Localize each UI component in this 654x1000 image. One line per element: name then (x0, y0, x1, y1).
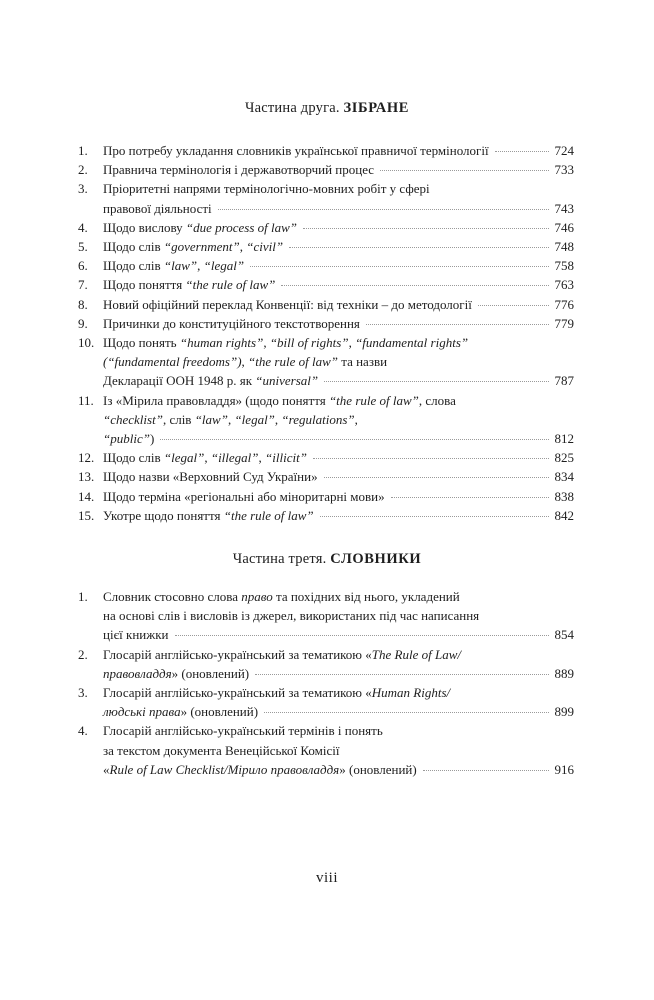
entry-number: 6. (78, 258, 88, 274)
dot-leader (320, 516, 549, 517)
dot-leader (478, 305, 549, 306)
part3-heading (0, 551, 654, 568)
entry-title (103, 316, 360, 332)
entry-title (103, 143, 489, 159)
entry-line (103, 354, 574, 370)
entry-title-text: , (204, 450, 211, 466)
entry-title-italic: “law” (163, 258, 198, 274)
entry-title-text: » (оновлений) (171, 665, 250, 681)
entry-title-text: Про потребу укладання словників української правничої термінології (103, 143, 489, 158)
entry-title-italic: “legal” (234, 411, 275, 427)
entry-number: 13. (78, 469, 95, 485)
entry-title-text: , (263, 335, 270, 350)
dot-leader (289, 247, 548, 248)
entry-title-text: , (274, 411, 282, 427)
entry-title (103, 450, 307, 466)
entry-line (103, 685, 574, 701)
entry-line (103, 277, 574, 293)
entry-title-italic: “universal” (255, 373, 319, 389)
part3-prefix: Частина третя. (232, 551, 327, 567)
entry-title-text: Правнича термінологія і державотворчий процес (103, 162, 375, 178)
entry-title-text: , слова (418, 392, 456, 408)
entry-title (103, 608, 479, 624)
entry-line (103, 220, 574, 236)
entry-title-text: та назви (337, 354, 388, 370)
entry-title-italic: (“fundamental freedoms”) (103, 354, 242, 370)
entry-title (103, 743, 340, 759)
entry-line (103, 143, 574, 159)
entry-title-text: Щодо назви «Верховний Суд України» (103, 469, 318, 485)
entry-title (103, 666, 249, 682)
entry-line (103, 335, 574, 351)
entry-title-text: Із «Мірила правовладдя» (щодо поняття (103, 392, 329, 408)
entry-number: 15. (78, 507, 95, 523)
entry-title-text: , (241, 354, 249, 370)
entry-page-number: 776 (554, 296, 574, 312)
entry-number: 2. (78, 162, 88, 178)
entry-title (103, 335, 468, 351)
dot-leader (175, 635, 549, 636)
entry-title-italic: “illicit” (265, 450, 307, 466)
entry-line (103, 508, 574, 524)
entry-line (103, 412, 574, 428)
entry-title-text: Укотре щодо поняття (103, 507, 224, 523)
entry-page-number: 825 (554, 450, 574, 466)
entry-title-italic: “government” (163, 239, 240, 254)
entry-title (103, 412, 358, 428)
entry-title-text: Пріоритетні напрями термінологічно-мовних робіт у сфері (103, 181, 430, 197)
entry-title-text: Щодо слів (103, 258, 164, 274)
entry-page-number: 834 (554, 469, 574, 485)
entry-page-number: 842 (554, 507, 574, 523)
entry-title-italic: “public” (103, 431, 150, 446)
entry-line (103, 723, 574, 739)
entry-number: 8. (78, 296, 88, 312)
entry-title (103, 258, 244, 274)
dot-leader (281, 285, 548, 286)
dot-leader (366, 324, 549, 325)
entry-title-text: та похідних від нього, укладений (272, 589, 460, 604)
entry-line (103, 239, 574, 255)
entry-title-text: , (258, 450, 266, 466)
entry-number: 3. (78, 685, 88, 700)
entry-title (103, 297, 472, 313)
entry-title-text: Щодо слів (103, 239, 164, 254)
entry-title-italic: людські права (103, 704, 181, 720)
entry-number: 10. (78, 335, 95, 350)
entry-line (103, 373, 574, 389)
entry-title-italic: The Rule of Law/ (371, 646, 461, 662)
entry-line (103, 450, 574, 466)
entry-title-text: Декларації ООН 1948 р. як (103, 373, 256, 389)
entry-page-number: 748 (554, 239, 574, 254)
entry-title-italic: “legal” (163, 450, 205, 466)
entry-title-italic: “fundamental rights” (355, 335, 469, 350)
entry-line (103, 201, 574, 217)
entry-title-text: Причинки до конституційного текстотворення (103, 315, 360, 331)
entry-page-number: 724 (554, 143, 574, 158)
entry-title-italic: “the rule of law” (185, 277, 276, 293)
entry-number: 12. (78, 450, 95, 466)
dot-leader (250, 266, 548, 267)
entry-title-text: « (103, 761, 110, 777)
entry-line (103, 393, 574, 409)
entry-page-number: 758 (554, 258, 574, 274)
entry-title-text: , слів (162, 411, 195, 427)
entry-title-italic: Human Rights/ (371, 685, 451, 700)
entry-title-text: ) (149, 431, 155, 446)
entry-title-text: Щодо вислову (103, 219, 186, 235)
entry-title-text: Глосарій англійсько-український за тематикою « (103, 646, 372, 662)
entry-line (103, 647, 574, 663)
dot-leader (303, 228, 548, 229)
entry-line (103, 297, 574, 313)
entry-line (103, 666, 574, 682)
entry-title-text: , (348, 335, 356, 350)
entry-title-text: правової діяльності (103, 200, 212, 216)
dot-leader (423, 770, 549, 771)
entry-title (103, 469, 318, 485)
entry-number: 5. (78, 239, 88, 254)
entry-title-text: » (оновлений) (339, 761, 417, 777)
entry-title (103, 277, 275, 293)
entry-page-number: 787 (554, 373, 574, 389)
entry-title (103, 354, 387, 370)
entry-title-italic: “legal” (203, 258, 245, 274)
dot-leader (255, 674, 548, 675)
entry-page-number: 854 (554, 627, 574, 643)
dot-leader (160, 439, 548, 440)
entry-page-number: 746 (554, 219, 574, 235)
entry-title (103, 220, 297, 236)
entry-number: 4. (78, 723, 88, 739)
entry-title-text: , (354, 411, 358, 427)
entry-line (103, 627, 574, 643)
entry-page-number: 763 (554, 277, 574, 293)
entry-title-italic: право (241, 589, 273, 604)
entry-title (103, 393, 456, 409)
entry-title (103, 647, 461, 663)
entry-title (103, 627, 169, 643)
entry-page-number: 916 (554, 761, 574, 777)
entry-title-text: Словник стосовно слова (103, 589, 242, 604)
entry-line (103, 316, 574, 332)
entry-line (103, 762, 574, 778)
entry-title-italic: “civil” (246, 239, 284, 254)
entry-title-italic: “regulations” (281, 411, 355, 427)
dot-leader (313, 458, 549, 459)
entry-page-number: 838 (554, 488, 574, 504)
entry-title-text: Щодо понять (103, 335, 180, 350)
entry-page-number: 889 (554, 665, 574, 681)
entry-title-text: , (227, 411, 235, 427)
entry-title-italic: “due process of law” (185, 219, 298, 235)
entry-title-italic: “the rule of law” (248, 354, 338, 370)
entry-title-italic: Rule of Law Checklist/Мірило правовладдя (109, 761, 340, 777)
entry-line (103, 704, 574, 720)
entry-line (103, 489, 574, 505)
entry-title (103, 162, 374, 178)
entry-line (103, 258, 574, 274)
entry-title-italic: “checklist” (103, 411, 163, 427)
entry-title-italic: “the rule of law” (223, 507, 314, 523)
entry-title-italic: “law” (194, 411, 228, 427)
entry-number: 11. (78, 392, 94, 408)
part2-prefix: Частина друга. (244, 100, 340, 116)
entry-title-text: , (239, 239, 247, 254)
entry-title (103, 181, 430, 197)
entry-title (103, 762, 417, 778)
entry-title-text: цієї книжки (103, 627, 169, 643)
entry-title (103, 489, 385, 505)
entry-title-text: , (197, 258, 204, 274)
entry-number: 1. (78, 589, 88, 604)
entry-title-text: за текстом документа Венеційської Комісії (103, 742, 340, 758)
entry-number: 2. (78, 646, 88, 662)
entry-number: 14. (78, 488, 95, 504)
entry-title-text: Новий офіційний переклад Конвенції: від техніки – до методології (103, 296, 472, 312)
entry-number: 9. (78, 315, 88, 331)
entry-line (103, 181, 574, 197)
entry-line (103, 608, 574, 624)
entry-page-number: 779 (554, 315, 574, 331)
part2-title: ЗІБРАНЕ (343, 100, 410, 116)
entry-line (103, 162, 574, 178)
dot-leader (324, 381, 548, 382)
dot-leader (495, 151, 549, 152)
entry-title-italic: правовладдя (103, 665, 172, 681)
entry-title-text: » (оновлений) (180, 704, 259, 720)
entry-title (103, 373, 318, 389)
entry-page-number: 812 (554, 431, 574, 446)
entry-line (103, 743, 574, 759)
entry-title-text: Глосарій англійсько-український термінів і понять (103, 723, 383, 739)
dot-leader (391, 497, 549, 498)
entry-title (103, 685, 450, 701)
entry-line (103, 431, 574, 447)
entry-number: 7. (78, 277, 88, 293)
entry-title (103, 431, 154, 447)
dot-leader (380, 170, 548, 171)
entry-title-text: на основі слів і висловів із джерел, використаних під час написання (103, 608, 480, 624)
entry-number: 1. (78, 143, 88, 158)
entry-title (103, 239, 283, 255)
dot-leader (324, 477, 549, 478)
entry-title-text: Глосарій англійсько-український за тематикою « (103, 685, 372, 700)
part3-title: СЛОВНИКИ (330, 551, 422, 567)
entry-title-text: Щодо поняття (103, 277, 186, 293)
entry-title-italic: “the rule of law” (328, 392, 419, 408)
page-number: viii (315, 870, 338, 886)
entry-title-text: Щодо слів (103, 450, 164, 466)
entry-page-number: 733 (554, 162, 574, 178)
dot-leader (264, 712, 548, 713)
entry-title-italic: “illegal” (210, 450, 259, 466)
entry-title (103, 704, 258, 720)
part2-heading (0, 100, 654, 117)
entry-title (103, 201, 212, 217)
dot-leader (218, 209, 549, 210)
entry-page-number: 743 (554, 200, 574, 216)
entry-title-italic: “bill of rights” (269, 335, 349, 350)
entry-title-italic: “human rights” (179, 335, 264, 350)
entry-title (103, 589, 460, 605)
entry-page-number: 899 (554, 704, 574, 720)
entry-number: 4. (78, 219, 88, 235)
entry-number: 3. (78, 181, 88, 197)
entry-line (103, 589, 574, 605)
entry-title-text: Щодо терміна «регіональні або міноритарні мови» (103, 488, 385, 504)
entry-line (103, 469, 574, 485)
entry-title (103, 723, 383, 739)
entry-title (103, 508, 314, 524)
